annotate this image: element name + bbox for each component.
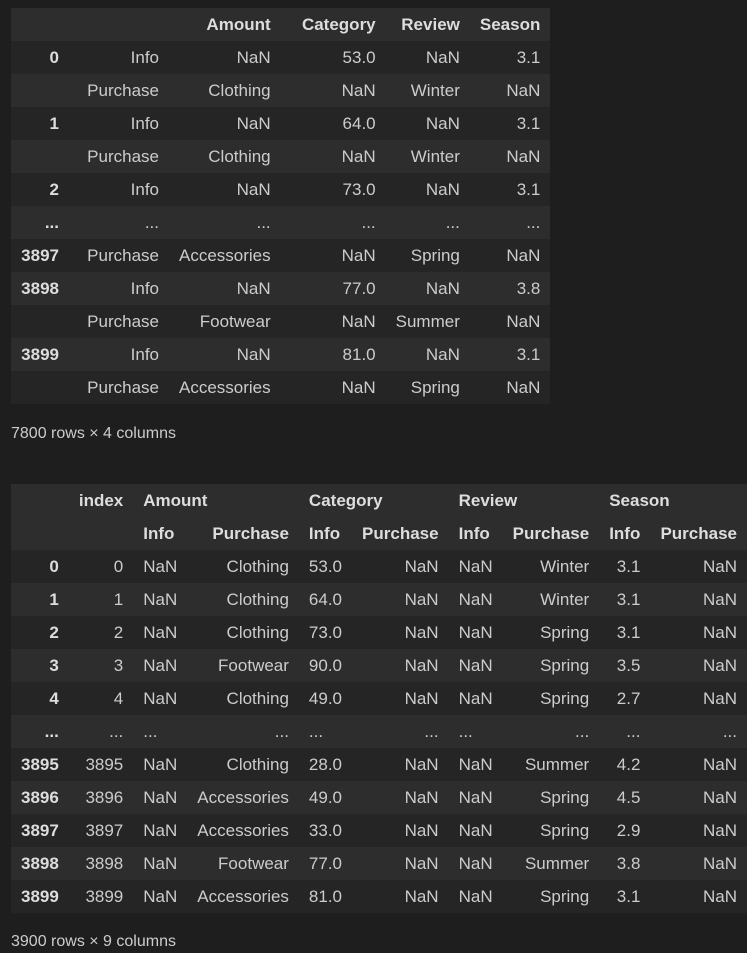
table1-index-cell xyxy=(11,140,69,173)
table1-cell: Purchase xyxy=(69,305,169,338)
table2-cell: NaN xyxy=(449,814,503,847)
table1-index-cell: 3899 xyxy=(11,338,69,371)
table1-cell: Info xyxy=(69,41,169,74)
table1-cell: Purchase xyxy=(69,74,169,107)
table1-cell: 64.0 xyxy=(281,107,386,140)
table2-row xyxy=(11,616,747,649)
table2-cell: Summer xyxy=(503,847,600,880)
table1-cell: 3.1 xyxy=(470,107,550,140)
table1-cell: Info xyxy=(69,107,169,140)
table1-cell: Clothing xyxy=(169,74,281,107)
table2-cell: 3895 xyxy=(69,748,133,781)
table2-cell: Clothing xyxy=(187,616,299,649)
table2-cell: NaN xyxy=(449,583,503,616)
table2-cell: NaN xyxy=(650,649,747,682)
table2-cell: NaN xyxy=(650,814,747,847)
table1-cell: Purchase xyxy=(69,371,169,404)
table2-row xyxy=(11,583,747,616)
table2-cell: ... xyxy=(503,715,600,748)
table2-header-cell: Amount xyxy=(133,484,299,517)
table1-index-cell xyxy=(11,371,69,404)
table2-subheader-cell: Purchase xyxy=(650,517,747,550)
table2-header-cell: Category xyxy=(299,484,449,517)
table1-cell: NaN xyxy=(470,140,550,173)
table2-index-cell: 3 xyxy=(11,649,69,682)
table2-cell: NaN xyxy=(352,814,449,847)
table2-cell: 49.0 xyxy=(299,682,352,715)
table2-cell: Accessories xyxy=(187,880,299,913)
table1-cell: NaN xyxy=(169,107,281,140)
table1-row xyxy=(11,173,550,206)
table1-row xyxy=(11,272,550,305)
table1-cell: NaN xyxy=(386,173,470,206)
table1-cell: 53.0 xyxy=(281,41,386,74)
table2-cell: ... xyxy=(352,715,449,748)
table1-header-cell: Amount xyxy=(169,8,281,41)
table1-cell: NaN xyxy=(169,41,281,74)
table1-row xyxy=(11,74,550,107)
table2-row xyxy=(11,847,747,880)
table2-cell: NaN xyxy=(449,550,503,583)
table2-cell: 3896 xyxy=(69,781,133,814)
table1-cell: NaN xyxy=(386,338,470,371)
table2-row xyxy=(11,682,747,715)
table2-cell: NaN xyxy=(449,880,503,913)
table2-cell: NaN xyxy=(650,583,747,616)
table1-cell: ... xyxy=(169,206,281,239)
table1-cell: ... xyxy=(386,206,470,239)
table1-index-cell: 0 xyxy=(11,41,69,74)
table2-cell: Footwear xyxy=(187,649,299,682)
table2-subheader-cell: Purchase xyxy=(352,517,449,550)
dataframe-output-1 xyxy=(11,8,550,404)
table1-header-cell xyxy=(69,8,169,41)
table1-header-row xyxy=(11,8,550,41)
table1-cell: 3.1 xyxy=(470,338,550,371)
table2-subheader-cell: Purchase xyxy=(503,517,600,550)
table2-subheader-cell xyxy=(11,517,69,550)
table2-cell: NaN xyxy=(449,847,503,880)
table2-cell: NaN xyxy=(133,748,187,781)
table1-cell: Purchase xyxy=(69,239,169,272)
table2-cell: NaN xyxy=(650,682,747,715)
table2-header-cell xyxy=(11,484,69,517)
table1-cell: NaN xyxy=(281,74,386,107)
table2-cell: 64.0 xyxy=(299,583,352,616)
table2-cell: 53.0 xyxy=(299,550,352,583)
table2-cell: 3.1 xyxy=(599,550,650,583)
table2-cell: 0 xyxy=(69,550,133,583)
table2-cell: 28.0 xyxy=(299,748,352,781)
table2-cell: Clothing xyxy=(187,682,299,715)
table1-shape-summary: 7800 rows × 4 columns xyxy=(11,425,176,442)
table2-header-cell: Review xyxy=(449,484,600,517)
table2-cell: 3.1 xyxy=(599,616,650,649)
table2-index-cell: 3899 xyxy=(11,880,69,913)
table1-cell: NaN xyxy=(386,272,470,305)
table2-index-cell: ... xyxy=(11,715,69,748)
dataframe-output-2 xyxy=(11,484,747,913)
table2-row xyxy=(11,781,747,814)
table2-cell: 2.9 xyxy=(599,814,650,847)
table1-cell: ... xyxy=(470,206,550,239)
table1-cell: NaN xyxy=(281,140,386,173)
table2-header-row-sub xyxy=(11,517,747,550)
table1-row xyxy=(11,338,550,371)
dataframe-table-2 xyxy=(11,484,747,913)
table2-cell: ... xyxy=(650,715,747,748)
table2-cell: NaN xyxy=(449,616,503,649)
table2-cell: Winter xyxy=(503,583,600,616)
table1-header-cell xyxy=(11,8,69,41)
table2-index-cell: 4 xyxy=(11,682,69,715)
table2-cell: 3.1 xyxy=(599,583,650,616)
table2-header-cell: Season xyxy=(599,484,747,517)
table2-shape-summary: 3900 rows × 9 columns xyxy=(11,933,176,950)
table2-cell: NaN xyxy=(133,847,187,880)
table2-row xyxy=(11,715,747,748)
table2-cell: NaN xyxy=(352,583,449,616)
table2-cell: NaN xyxy=(650,847,747,880)
table2-cell: Clothing xyxy=(187,550,299,583)
table1-header-cell: Review xyxy=(386,8,470,41)
table2-cell: Accessories xyxy=(187,814,299,847)
table1-cell: NaN xyxy=(386,41,470,74)
table2-cell: NaN xyxy=(449,781,503,814)
table2-cell: Spring xyxy=(503,682,600,715)
table2-cell: NaN xyxy=(352,616,449,649)
dataframe-table-1 xyxy=(11,8,550,404)
table1-index-cell: 3897 xyxy=(11,239,69,272)
table2-cell: 3898 xyxy=(69,847,133,880)
table2-cell: 73.0 xyxy=(299,616,352,649)
table2-subheader-cell: Info xyxy=(299,517,352,550)
table1-cell: NaN xyxy=(470,371,550,404)
table1-cell: NaN xyxy=(281,239,386,272)
table2-row xyxy=(11,814,747,847)
table2-cell: 4.5 xyxy=(599,781,650,814)
table2-row xyxy=(11,550,747,583)
table1-index-cell: 1 xyxy=(11,107,69,140)
table2-index-cell: 3895 xyxy=(11,748,69,781)
table1-cell: Footwear xyxy=(169,305,281,338)
table2-index-cell: 3898 xyxy=(11,847,69,880)
table2-cell: 3.5 xyxy=(599,649,650,682)
table2-index-cell: 1 xyxy=(11,583,69,616)
table1-cell: NaN xyxy=(169,338,281,371)
table1-cell: 77.0 xyxy=(281,272,386,305)
table2-cell: ... xyxy=(599,715,650,748)
table2-cell: Spring xyxy=(503,814,600,847)
table2-subheader-cell: Info xyxy=(449,517,503,550)
table1-cell: NaN xyxy=(470,74,550,107)
table2-cell: 3 xyxy=(69,649,133,682)
table1-cell: Summer xyxy=(386,305,470,338)
table2-cell: ... xyxy=(299,715,352,748)
table2-cell: NaN xyxy=(449,649,503,682)
table2-cell: Footwear xyxy=(187,847,299,880)
table1-row xyxy=(11,239,550,272)
table2-cell: NaN xyxy=(133,781,187,814)
table2-header-row-top xyxy=(11,484,747,517)
table2-row xyxy=(11,649,747,682)
table2-cell: ... xyxy=(449,715,503,748)
table2-cell: 3.1 xyxy=(599,880,650,913)
table2-cell: 90.0 xyxy=(299,649,352,682)
table2-subheader-cell: Purchase xyxy=(187,517,299,550)
table2-cell: 81.0 xyxy=(299,880,352,913)
table1-index-cell xyxy=(11,305,69,338)
table2-cell: NaN xyxy=(133,814,187,847)
table2-cell: NaN xyxy=(650,880,747,913)
table2-cell: NaN xyxy=(449,748,503,781)
table2-header-cell: index xyxy=(69,484,133,517)
table1-cell: 73.0 xyxy=(281,173,386,206)
table2-cell: NaN xyxy=(352,682,449,715)
table1-cell: Spring xyxy=(386,371,470,404)
table2-subheader-cell: Info xyxy=(133,517,187,550)
table1-index-cell: 2 xyxy=(11,173,69,206)
table1-cell: Winter xyxy=(386,74,470,107)
table2-cell: 4.2 xyxy=(599,748,650,781)
table2-cell: Spring xyxy=(503,649,600,682)
table2-cell: ... xyxy=(69,715,133,748)
table2-cell: Spring xyxy=(503,616,600,649)
table2-subheader-cell xyxy=(69,517,133,550)
table2-cell: 2 xyxy=(69,616,133,649)
table1-cell: 3.1 xyxy=(470,173,550,206)
table1-cell: NaN xyxy=(470,239,550,272)
table1-row xyxy=(11,140,550,173)
table2-cell: 3897 xyxy=(69,814,133,847)
table2-cell: Clothing xyxy=(187,583,299,616)
table2-row xyxy=(11,880,747,913)
table1-cell: Spring xyxy=(386,239,470,272)
table1-cell: NaN xyxy=(169,272,281,305)
table2-cell: Clothing xyxy=(187,748,299,781)
table2-cell: 77.0 xyxy=(299,847,352,880)
table2-cell: NaN xyxy=(650,550,747,583)
table2-cell: 49.0 xyxy=(299,781,352,814)
table1-cell: Info xyxy=(69,173,169,206)
table2-cell: NaN xyxy=(133,880,187,913)
table2-index-cell: 3896 xyxy=(11,781,69,814)
table2-cell: NaN xyxy=(352,781,449,814)
table1-cell: NaN xyxy=(470,305,550,338)
table2-index-cell: 3897 xyxy=(11,814,69,847)
table2-cell: NaN xyxy=(133,550,187,583)
table2-index-cell: 2 xyxy=(11,616,69,649)
table2-cell: Accessories xyxy=(187,781,299,814)
table2-cell: 4 xyxy=(69,682,133,715)
table2-cell: ... xyxy=(187,715,299,748)
table1-header-cell: Season xyxy=(470,8,550,41)
table1-index-cell: ... xyxy=(11,206,69,239)
table1-cell: ... xyxy=(69,206,169,239)
table1-header-cell: Category xyxy=(281,8,386,41)
table1-cell: 3.8 xyxy=(470,272,550,305)
table1-cell: 81.0 xyxy=(281,338,386,371)
table2-cell: NaN xyxy=(133,583,187,616)
table2-cell: NaN xyxy=(650,748,747,781)
table2-cell: Spring xyxy=(503,781,600,814)
table1-cell: NaN xyxy=(169,173,281,206)
table2-cell: Summer xyxy=(503,748,600,781)
table1-index-cell xyxy=(11,74,69,107)
table2-cell: NaN xyxy=(449,682,503,715)
table2-cell: 33.0 xyxy=(299,814,352,847)
table1-row xyxy=(11,206,550,239)
table2-cell: NaN xyxy=(352,550,449,583)
table1-cell: ... xyxy=(281,206,386,239)
table2-subheader-cell: Info xyxy=(599,517,650,550)
table1-cell: Clothing xyxy=(169,140,281,173)
table1-cell: NaN xyxy=(386,107,470,140)
table1-cell: Winter xyxy=(386,140,470,173)
table1-row xyxy=(11,371,550,404)
table2-cell: NaN xyxy=(133,649,187,682)
table1-row xyxy=(11,305,550,338)
table2-index-cell: 0 xyxy=(11,550,69,583)
table2-cell: 1 xyxy=(69,583,133,616)
table2-cell: NaN xyxy=(650,616,747,649)
table2-cell: NaN xyxy=(352,880,449,913)
table2-row xyxy=(11,748,747,781)
table1-row xyxy=(11,107,550,140)
table1-cell: Accessories xyxy=(169,371,281,404)
table1-cell: NaN xyxy=(281,305,386,338)
table2-cell: NaN xyxy=(352,748,449,781)
table2-cell: NaN xyxy=(352,847,449,880)
table2-cell: Spring xyxy=(503,880,600,913)
table2-cell: Winter xyxy=(503,550,600,583)
table2-cell: 3899 xyxy=(69,880,133,913)
table1-row xyxy=(11,41,550,74)
table2-cell: 2.7 xyxy=(599,682,650,715)
table2-cell: NaN xyxy=(133,616,187,649)
table1-cell: 3.1 xyxy=(470,41,550,74)
table1-cell: Purchase xyxy=(69,140,169,173)
table1-cell: Info xyxy=(69,338,169,371)
table1-cell: Accessories xyxy=(169,239,281,272)
table2-cell: NaN xyxy=(133,682,187,715)
table2-cell: ... xyxy=(133,715,187,748)
table1-cell: Info xyxy=(69,272,169,305)
table2-cell: NaN xyxy=(650,781,747,814)
table2-cell: NaN xyxy=(352,649,449,682)
table1-index-cell: 3898 xyxy=(11,272,69,305)
table2-cell: 3.8 xyxy=(599,847,650,880)
table1-cell: NaN xyxy=(281,371,386,404)
